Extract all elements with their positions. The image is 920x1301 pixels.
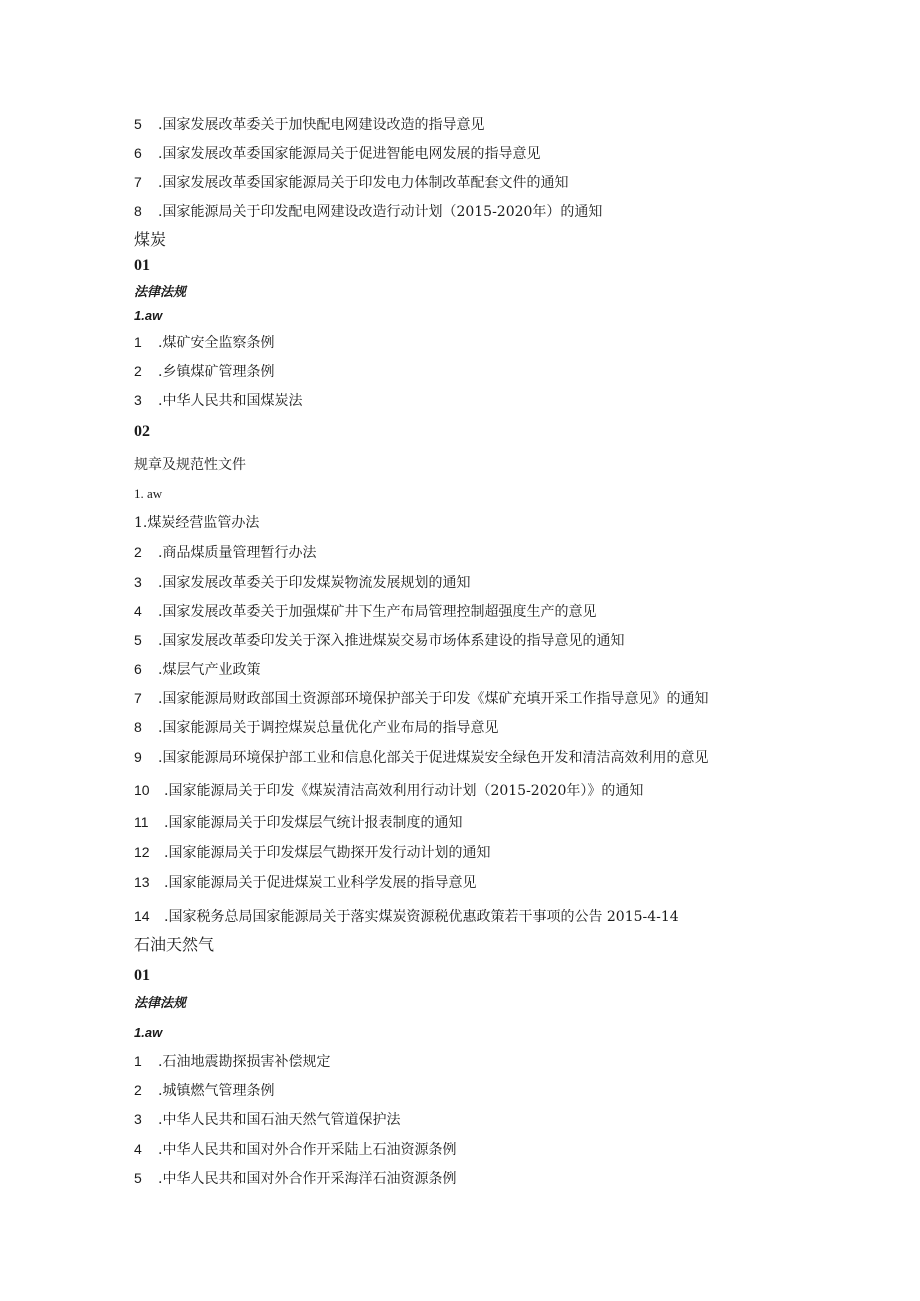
list-item: 9 .国家能源局环境保护部工业和信息化部关于促进煤炭安全绿色开发和清洁高效利用的意见 bbox=[134, 749, 709, 766]
list-item: 3 .中华人民共和国石油天然气管道保护法 bbox=[134, 1111, 401, 1128]
list-item: 5 .国家发展改革委印发关于深入推进煤炭交易市场体系建设的指导意见的通知 bbox=[134, 632, 625, 649]
subsection-label: 法律法规 bbox=[134, 996, 187, 1011]
list-item: 1.煤炭经营监管办法 bbox=[134, 515, 260, 531]
list-item: 11 .国家能源局关于印发煤层气统计报表制度的通知 bbox=[134, 814, 463, 831]
list-item: 13 .国家能源局关于促进煤炭工业科学发展的指导意见 bbox=[134, 874, 477, 891]
list-item: 7 .国家能源局财政部国土资源部环境保护部关于印发《煤矿充填开采工作指导意见》的通知 bbox=[134, 690, 709, 707]
list-item: 3 .国家发展改革委关于印发煤炭物流发展规划的通知 bbox=[134, 574, 471, 591]
list-item: 4 .中华人民共和国对外合作开采陆上石油资源条例 bbox=[134, 1141, 457, 1158]
list-item: 5 .中华人民共和国对外合作开采海洋石油资源条例 bbox=[134, 1170, 457, 1187]
list-item: 8 .国家能源局关于印发配电网建设改造行动计划（2015-2020年）的通知 bbox=[134, 203, 603, 220]
list-item: 2 .乡镇煤矿管理条例 bbox=[134, 363, 275, 380]
section-title-oil-gas: 石油天然气 bbox=[134, 935, 215, 954]
list-item: 12 .国家能源局关于印发煤层气勘探开发行动计划的通知 bbox=[134, 844, 491, 861]
section-number: 01 bbox=[134, 257, 150, 274]
list-item: 4 .国家发展改革委关于加强煤矿井下生产布局管理控制超强度生产的意见 bbox=[134, 603, 597, 620]
list-item: 7 .国家发展改革委国家能源局关于印发电力体制改革配套文件的通知 bbox=[134, 174, 569, 191]
list-item: 14 .国家税务总局国家能源局关于落实煤炭资源税优惠政策若干事项的公告 2015-4-14 bbox=[134, 908, 679, 925]
list-item: 6 .煤层气产业政策 bbox=[134, 661, 261, 678]
subsection-aw: 1.aw bbox=[134, 1025, 163, 1040]
subsection-label: 规章及规范性文件 bbox=[134, 457, 246, 473]
section-title-coal: 煤炭 bbox=[134, 230, 167, 249]
list-item: 2 .城镇燃气管理条例 bbox=[134, 1082, 275, 1099]
subsection-aw: 1. aw bbox=[134, 486, 163, 501]
subsection-aw: 1.aw bbox=[134, 308, 163, 323]
section-number: 01 bbox=[134, 967, 150, 984]
list-item: 2 .商品煤质量管理暂行办法 bbox=[134, 544, 317, 561]
section-number: 02 bbox=[134, 423, 150, 440]
list-item: 10 .国家能源局关于印发《煤炭清洁高效利用行动计划（2015-2020年）》的通知 bbox=[134, 782, 644, 799]
list-item: 1 .煤矿安全监察条例 bbox=[134, 334, 275, 351]
list-item: 1 .石油地震勘探损害补偿规定 bbox=[134, 1053, 331, 1070]
subsection-label: 法律法规 bbox=[134, 285, 187, 300]
list-item: 8 .国家能源局关于调控煤炭总量优化产业布局的指导意见 bbox=[134, 719, 499, 736]
list-item: 5 .国家发展改革委关于加快配电网建设改造的指导意见 bbox=[134, 116, 485, 133]
list-item: 6 .国家发展改革委国家能源局关于促进智能电网发展的指导意见 bbox=[134, 145, 541, 162]
list-item: 3 .中华人民共和国煤炭法 bbox=[134, 392, 303, 409]
